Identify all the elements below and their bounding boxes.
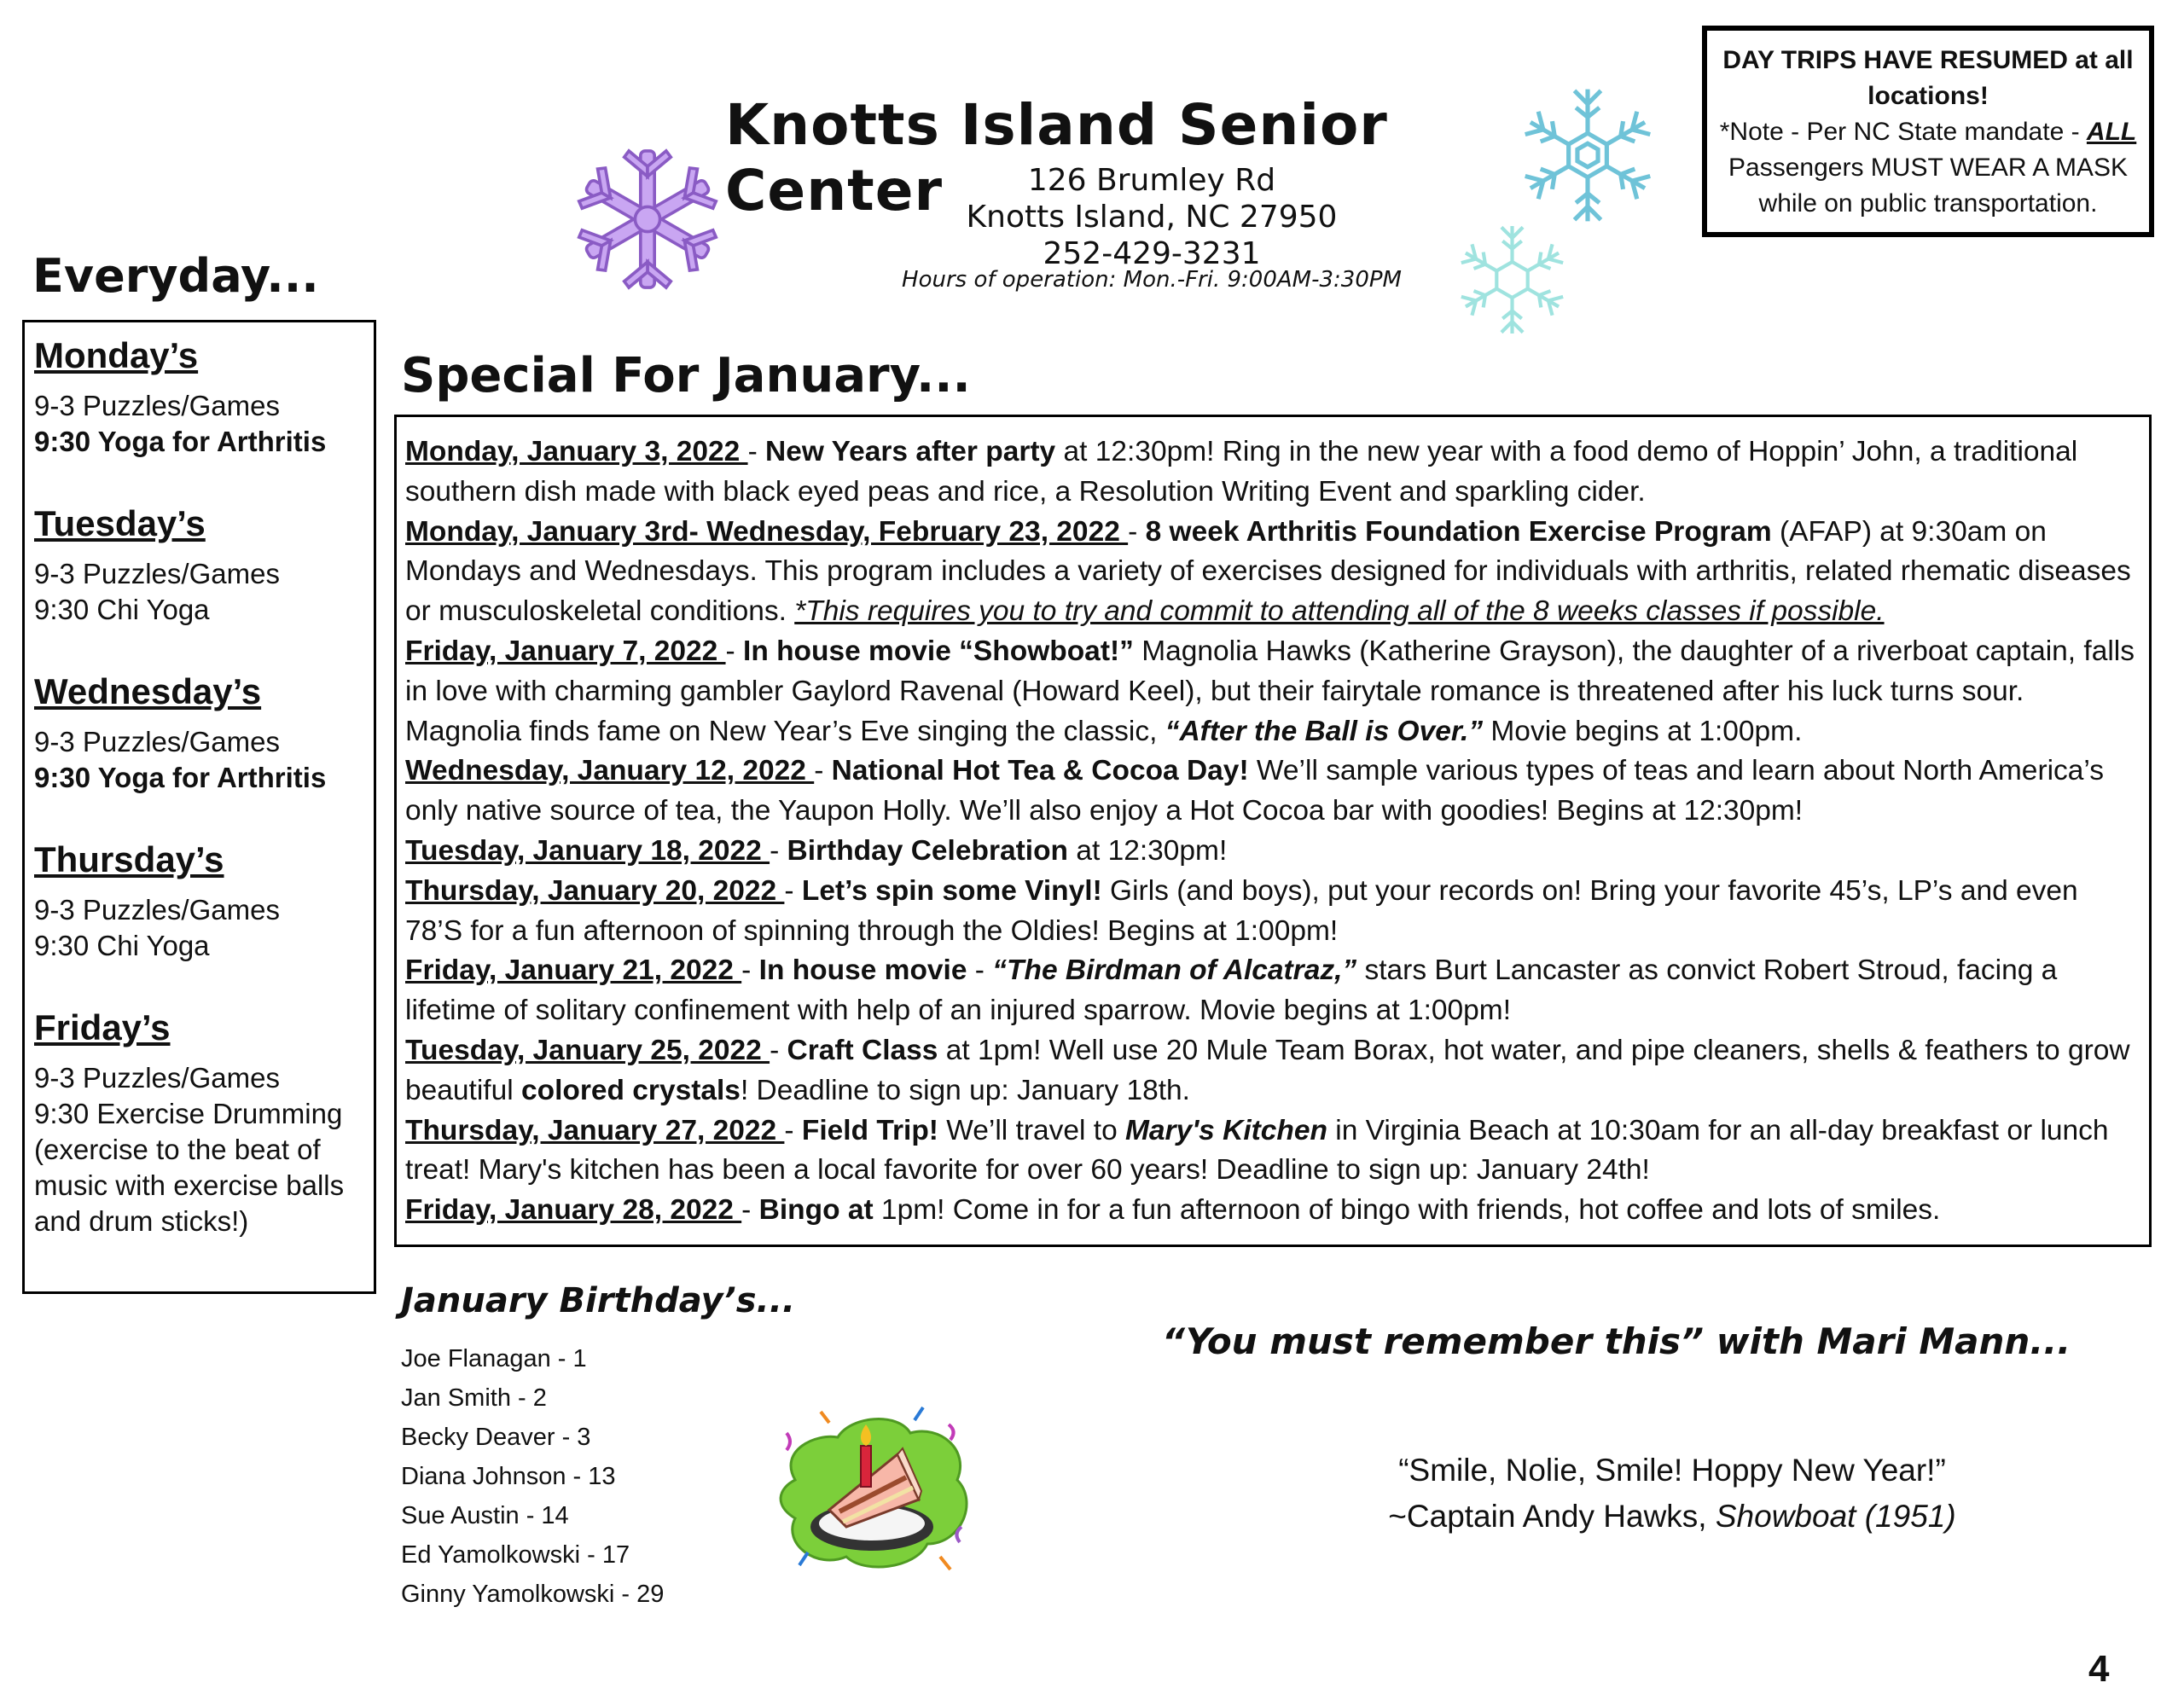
day-title: Monday’s [34,335,199,375]
event-description: at 12:30pm! [1068,834,1228,867]
event-title: In house movie [758,954,967,987]
schedule-line: music with exercise balls [34,1169,345,1201]
list-item: Becky Deaver - 3 [401,1424,591,1451]
day-title: Thursday’s [34,839,224,879]
event-description: stars Burt Lancaster as convict Robert Stroud, facing a lifetime of solitary confinement with help of an injured sparrow. Movie begins at 1:00pm! [405,954,2058,1027]
day-tuesday [34,503,371,628]
day-title: Tuesday’s [34,503,206,543]
event-item: Monday, January 3, 2022 - New Years after party at 12:30pm! Ring in the new year with a food demo of Hoppin’ John, a traditional southern dish made with black eyed peas and rice, a Resolution Writing Event and sparkling cider. [405,436,2078,508]
day-title: Friday’s [34,1007,171,1047]
event-title: Craft Class [787,1034,938,1066]
address-line-1: 126 Brumley Rd [1027,163,1276,198]
schedule-line: 9-3 Puzzles/Games [34,390,280,421]
event-item: Tuesday, January 18, 2022 - Birthday Celebration at 12:30pm! [405,834,1228,867]
event-date: Friday, January 21, 2022 [405,954,742,987]
notice-headline: DAY TRIPS HAVE RESUMED at all locations! [1722,46,2134,110]
event-description: 1pm! Come in for a fun afternoon of bingo with friends, hot coffee and lots of smiles. [873,1194,1941,1227]
notice-mandate: *Note - Per NC State mandate - ALL [1719,118,2137,146]
event-date: Thursday, January 27, 2022 [405,1114,785,1146]
quote-heading: “You must remember this” with Mari Mann... [1162,1320,2071,1362]
event-date: Monday, January 3rd- Wednesday, February 23, 2022 [405,515,1129,548]
event-title: National Hot Tea & Cocoa Day! [831,755,1249,787]
schedule-line: 9-3 Puzzles/Games [34,558,280,589]
list-item: Sue Austin - 14 [401,1502,569,1529]
event-description: Movie begins at 1:00pm. [1483,715,1803,747]
event-note: *This requires you to try and commit to attending all of the 8 weeks classes if possible. [794,595,1885,628]
schedule-line: 9-3 Puzzles/Games [34,726,280,757]
event-item: Thursday, January 20, 2022 - Let’s spin some Vinyl! Girls (and boys), put your records on! Bring your favorite 45’s, LP’s and even 78’S for a fun afternoon of spinning through the Oldies! Begins at 1:00pm! [405,874,2078,947]
everyday-heading: Everyday... [32,249,319,303]
schedule-line: 9:30 Yoga for Arthritis [34,762,327,793]
event-title: Birthday Celebration [787,834,1069,867]
event-description: at 12:30pm! Ring in the new year with a food demo of Hoppin’ John, a traditional southern dish made with black eyed peas and rice, a Resolution Writing Event and sparkling cider. [405,436,2078,508]
event-date: Monday, January 3, 2022 [405,436,748,467]
event-title: Let’s spin some Vinyl! [801,874,1102,907]
schedule-line: 9:30 Chi Yoga [34,594,210,625]
phone-number: 252-429-3231 [1043,236,1261,271]
event-description: in Virginia Beach at 10:30am for an all-day breakfast or lunch treat! Mary's kitchen has been a local favorite for over 60 years! Deadline to sign up: January 24th! [405,1114,2109,1187]
birthday-cake-icon [770,1399,979,1582]
schedule-line: 9-3 Puzzles/Games [34,894,280,925]
schedule-line: 9:30 Exercise Drumming [34,1098,343,1129]
event-date: Friday, January 28, 2022 [405,1194,742,1227]
event-description: We’ll sample various types of teas and learn about North America’s only native source of tea, the Yaupon Holly. We’ll also enjoy a Hot Cocoa bar with goodies! Begins at 12:30pm! [405,755,2105,827]
event-description: at 1pm! Well use 20 Mule Team Borax, hot water, and pipe cleaners, shells & feathers to grow beautiful [405,1034,2130,1106]
event-item: Tuesday, January 25, 2022 - Craft Class at 1pm! Well use 20 Mule Team Borax, hot water, and pipe cleaners, shells & feathers to grow beautiful colored crystals! Deadline to sign up: January 18th. [405,1034,2130,1106]
birthdays-heading: January Birthday’s... [401,1281,796,1320]
special-events [394,415,2152,1247]
day-title: Wednesday’s [34,671,262,711]
schedule-line: 9-3 Puzzles/Games [34,1062,280,1094]
snowflake-icon [1514,78,1661,232]
list-item: Jan Smith - 2 [401,1384,547,1412]
day-trips-notice [1702,26,2154,237]
page-number: 4 [2088,1648,2110,1690]
event-title: In house movie “Showboat!” [743,635,1134,667]
event-description: (AFAP) at 9:30am on Mondays and Wednesdays. This program includes a variety of exercises designed for individuals with arthritis, related rhematic diseases or musculoskeletal conditions. [405,515,2131,628]
event-date: Thursday, January 20, 2022 [405,874,785,907]
event-description: Girls (and boys), put your records on! Bring your favorite 45’s, LP’s and even 78’S for a fun afternoon of spinning through the Oldies! Begins at 1:00pm! [405,874,2078,947]
event-movie-title: “The Birdman of Alcatraz,” [992,954,1357,987]
event-date: Tuesday, January 18, 2022 [405,834,770,867]
event-title: New Years after party [765,436,1056,467]
event-venue: Mary's Kitchen [1125,1114,1327,1146]
weekly-schedule [22,320,376,1294]
event-item: Friday, January 28, 2022 - Bingo at 1pm! Come in for a fun afternoon of bingo with friends, hot coffee and lots of smiles. [405,1194,1941,1227]
schedule-line: and drum sticks!) [34,1205,249,1237]
event-date: Wednesday, January 12, 2022 [405,755,815,787]
hours-of-operation: Hours of operation: Mon.-Fri. 9:00AM-3:30PM [902,267,1402,293]
event-description: We’ll travel to [938,1114,1126,1146]
schedule-line: 9:30 Chi Yoga [34,930,210,961]
event-description: - [967,954,993,987]
snowflake-icon [1450,220,1574,339]
event-item: Friday, January 7, 2022 - In house movie “Showboat!” Magnolia Hawks (Katherine Grayson), the daughter of a riverboat captain, falls in love with charming gambler Gaylord Ravenal (Howard Keel), but their fairytale romance is threatened after his luck turns sour. Magnolia finds fame on New Year’s Eve singing the classic, “After the Ball is Over.” Movie begins at 1:00pm. [405,635,2135,747]
quote-line: “Smile, Nolie, Smile! Hoppy New Year!” [1398,1453,1946,1488]
day-monday [34,335,371,460]
event-date: Friday, January 7, 2022 [405,635,726,667]
event-title: Bingo at [758,1194,874,1227]
day-thursday [34,839,371,964]
event-date: Tuesday, January 25, 2022 [405,1034,770,1066]
snowflake-icon [570,142,725,297]
list-item: Joe Flanagan - 1 [401,1345,587,1372]
birthday-list [401,1339,664,1614]
list-item: Ed Yamolkowski - 17 [401,1541,630,1569]
quote-attribution: ~Captain Andy Hawks, Showboat (1951) [1388,1499,1956,1534]
event-title: 8 week Arthritis Foundation Exercise Program [1145,515,1772,548]
day-friday [34,1007,371,1239]
event-description: ! Deadline to sign up: January 18th. [740,1074,1190,1106]
address-line-2: Knotts Island, NC 27950 [966,200,1338,235]
event-item: Wednesday, January 12, 2022 - National Hot Tea & Cocoa Day! We’ll sample various types of teas and learn about North America’s only native source of tea, the Yaupon Holly. We’ll also enjoy a Hot Cocoa bar with goodies! Begins at 12:30pm! [405,755,2105,827]
event-song-title: “After the Ball is Over.” [1165,715,1484,747]
schedule-line: (exercise to the beat of [34,1134,321,1165]
quote-source-title: Showboat (1951) [1715,1499,1956,1534]
notice-emphasis: ALL [2086,118,2137,146]
list-item: Diana Johnson - 13 [401,1463,616,1490]
event-description: Magnolia Hawks (Katherine Grayson), the daughter of a riverboat captain, falls in love with charming gambler Gaylord Ravenal (Howard Keel), but their fairytale romance is threatened after his luck turns sour. Magnolia finds fame on New Year’s Eve singing the classic, [405,635,2135,747]
special-heading: Special For January... [401,348,971,403]
event-item: Monday, January 3rd- Wednesday, February 23, 2022 - 8 week Arthritis Foundation Exercise Program (AFAP) at 9:30am on Mondays and Wednesdays. This program includes a variety of exercises designed for individuals with arthritis, related rhematic diseases or musculoskeletal conditions. *This requires you to try and commit to attending all of the 8 weeks classes if possible. [405,515,2131,628]
schedule-line: 9:30 Yoga for Arthritis [34,426,327,457]
event-highlight: colored crystals [520,1074,741,1106]
list-item: Ginny Yamolkowski - 29 [401,1581,665,1608]
movie-quote [1314,1448,2030,1540]
event-item: Friday, January 21, 2022 - In house movie - “The Birdman of Alcatraz,” stars Burt Lancaster as convict Robert Stroud, facing a lifetime of solitary confinement with help of an injured sparrow. Movie begins at 1:00pm! [405,954,2058,1027]
page-title: Knotts Island Senior Center [725,92,1388,223]
notice-mask-rule: Passengers MUST WEAR A MASK while on public transportation. [1728,154,2128,218]
day-wednesday [34,671,371,796]
event-title: Field Trip! [801,1114,938,1146]
event-item: Thursday, January 27, 2022 - Field Trip! We’ll travel to Mary's Kitchen in Virginia Beach at 10:30am for an all-day breakfast or lunch treat! Mary's kitchen has been a local favorite for over 60 years! Deadline to sign up: January 24th! [405,1114,2109,1187]
